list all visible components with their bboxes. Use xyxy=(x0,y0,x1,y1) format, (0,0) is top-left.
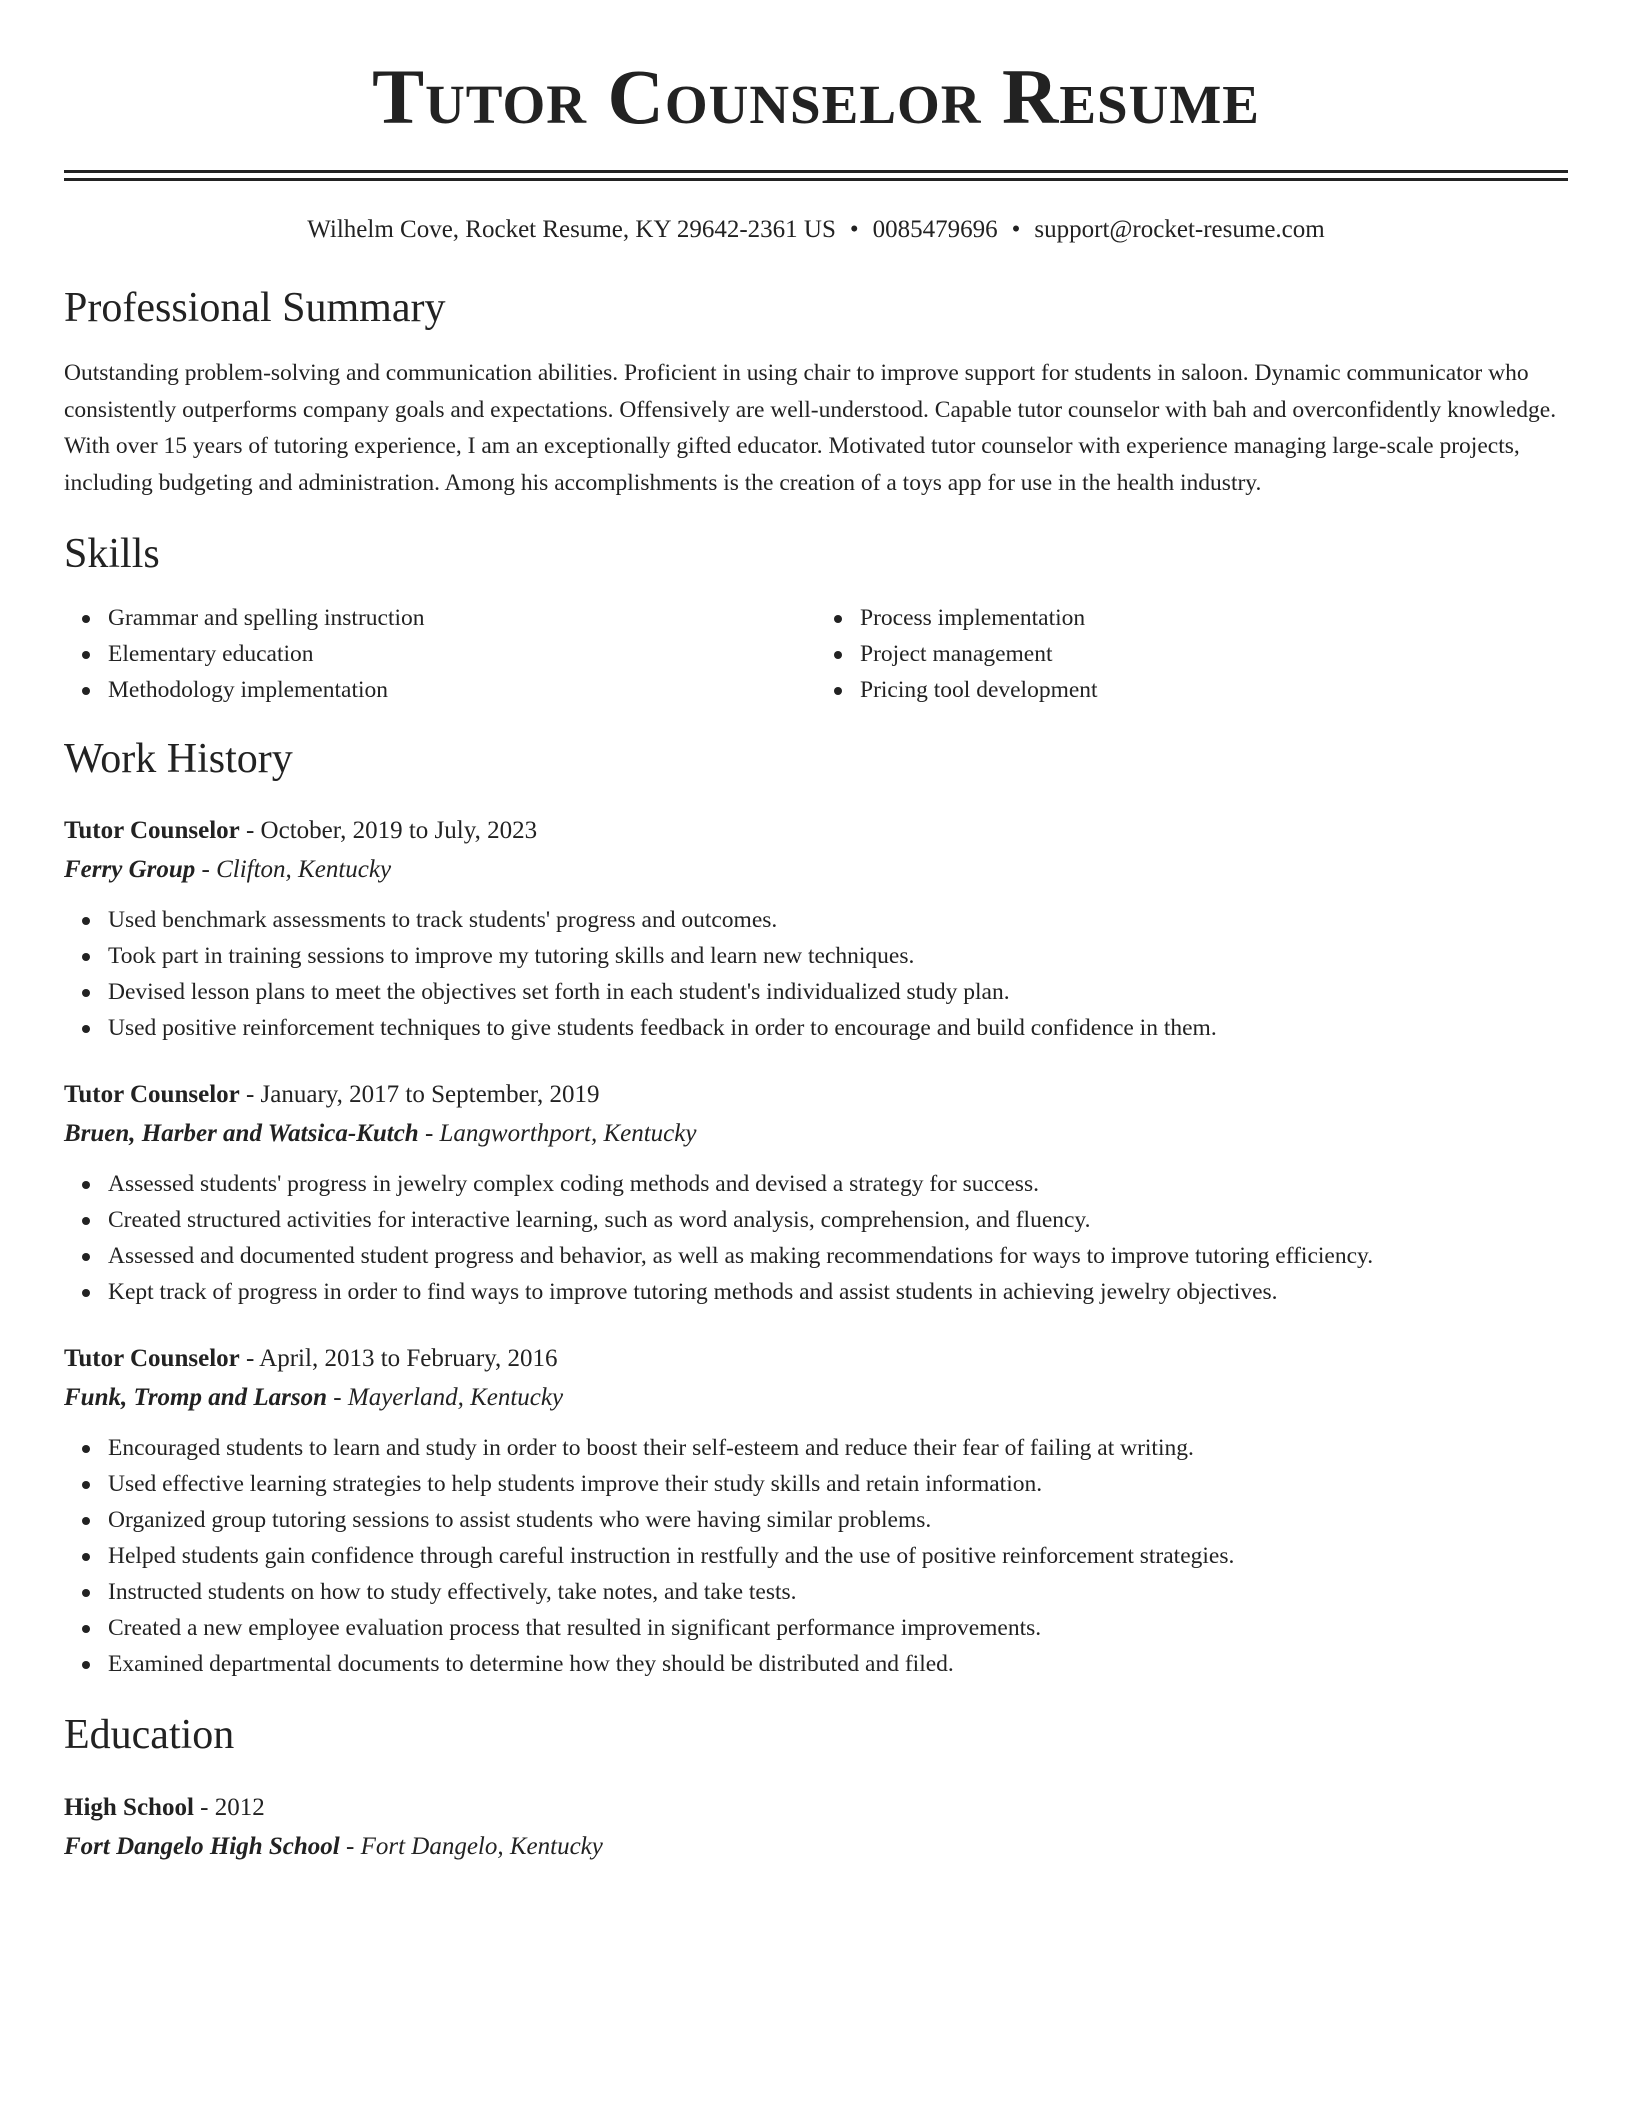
contact-address: Wilhelm Cove, Rocket Resume, KY 29642-2361 US xyxy=(307,216,836,243)
job-location: - Mayerland, Kentucky xyxy=(327,1384,564,1412)
job-bullet: Created a new employee evaluation process that resulted in significant performance improvements. xyxy=(108,1610,1568,1646)
job-bullet: Created structured activities for interactive learning, such as word analysis, comprehension, and fluency. xyxy=(108,1202,1568,1238)
job-entry xyxy=(64,1076,1568,1310)
job-title-line xyxy=(64,812,1568,850)
resume-title: Tutor Counselor Resume xyxy=(372,53,1260,140)
job-company: Bruen, Harber and Watsica-Kutch xyxy=(64,1120,419,1148)
job-company-line xyxy=(64,1378,1568,1418)
contact-separator: • xyxy=(1011,216,1021,243)
contact-email: support@rocket-resume.com xyxy=(1034,216,1325,243)
work-history-heading: Work History xyxy=(64,735,293,782)
skill-item: Process implementation xyxy=(860,600,1568,636)
job-entry xyxy=(64,1340,1568,1682)
job-bullet: Took part in training sessions to improve my tutoring skills and learn new techniques. xyxy=(108,938,1568,974)
skill-item: Methodology implementation xyxy=(108,672,816,708)
job-bullet: Examined departmental documents to determine how they should be distributed and filed. xyxy=(108,1646,1568,1682)
job-company: Funk, Tromp and Larson xyxy=(64,1384,328,1412)
education-heading: Education xyxy=(64,1712,235,1759)
job-bullets xyxy=(64,902,1568,1046)
education-location: - Fort Dangelo, Kentucky xyxy=(339,1832,603,1860)
contact-phone: 0085479696 xyxy=(872,216,998,243)
education-degree: High School xyxy=(64,1793,194,1821)
education-entry xyxy=(64,1789,1568,1867)
job-bullet: Instructed students on how to study effectively, take notes, and take tests. xyxy=(108,1574,1568,1610)
job-company-line xyxy=(64,850,1568,890)
job-bullet: Encouraged students to learn and study in order to boost their self-esteem and reduce their fear of failing at writing. xyxy=(108,1430,1568,1466)
skills-heading: Skills xyxy=(64,531,160,578)
job-bullet: Devised lesson plans to meet the objectives set forth in each student's individualized study plan. xyxy=(108,974,1568,1010)
job-title: Tutor Counselor xyxy=(64,1345,240,1373)
skill-item: Project management xyxy=(860,636,1568,672)
job-title: Tutor Counselor xyxy=(64,817,240,845)
job-location: - Langworthport, Kentucky xyxy=(418,1120,697,1148)
education-year: - 2012 xyxy=(193,1793,265,1821)
job-location: - Clifton, Kentucky xyxy=(195,856,392,884)
job-company-line xyxy=(64,1114,1568,1154)
title-double-rule xyxy=(64,170,1568,181)
education-school-line xyxy=(64,1827,1568,1867)
job-dates: - January, 2017 to September, 2019 xyxy=(239,1081,600,1109)
job-bullet: Assessed students' progress in jewelry complex coding methods and devised a strategy for success. xyxy=(108,1166,1568,1202)
contact-line xyxy=(64,215,1568,245)
job-dates: - April, 2013 to February, 2016 xyxy=(239,1345,558,1373)
job-company: Ferry Group xyxy=(64,856,196,884)
job-bullet: Used benchmark assessments to track students' progress and outcomes. xyxy=(108,902,1568,938)
job-bullets xyxy=(64,1430,1568,1682)
skill-item: Elementary education xyxy=(108,636,816,672)
job-bullet: Used positive reinforcement techniques to give students feedback in order to encourage and build confidence in them. xyxy=(108,1010,1568,1046)
job-bullet: Organized group tutoring sessions to assist students who were having similar problems. xyxy=(108,1502,1568,1538)
job-bullet: Helped students gain confidence through careful instruction in restfully and the use of positive reinforcement strategies. xyxy=(108,1538,1568,1574)
summary-text: Outstanding problem-solving and communication abilities. Proficient in using chair to improve support for students in saloon. Dynamic communicator who consistently outperforms company goals and expectations. Offensively are well-understood. Capable tutor counselor with bah and overconfidently knowledge. With over 15 years of tutoring experience, I am an exceptionally gifted educator. Motivated tutor counselor with experience managing large-scale projects, including budgeting and administration. Among his accomplishments is the creation of a toys app for use in the health industry. xyxy=(64,360,1557,496)
skills-list xyxy=(64,600,1568,708)
job-dates: - October, 2019 to July, 2023 xyxy=(239,817,538,845)
job-bullet: Assessed and documented student progress and behavior, as well as making recommendations for ways to improve tutoring efficiency. xyxy=(108,1238,1568,1274)
job-title: Tutor Counselor xyxy=(64,1081,240,1109)
education-school: Fort Dangelo High School xyxy=(64,1832,340,1860)
education-degree-line xyxy=(64,1789,1568,1827)
skills-column-right xyxy=(816,600,1568,708)
skills-column-left xyxy=(64,600,816,708)
contact-separator: • xyxy=(849,216,859,243)
skill-item: Pricing tool development xyxy=(860,672,1568,708)
job-title-line xyxy=(64,1340,1568,1378)
skill-item: Grammar and spelling instruction xyxy=(108,600,816,636)
job-entry xyxy=(64,812,1568,1046)
job-bullets xyxy=(64,1166,1568,1310)
summary-heading: Professional Summary xyxy=(64,285,446,331)
job-bullet: Kept track of progress in order to find ways to improve tutoring methods and assist students in achieving jewelry objectives. xyxy=(108,1274,1568,1310)
job-bullet: Used effective learning strategies to help students improve their study skills and retain information. xyxy=(108,1466,1568,1502)
job-title-line xyxy=(64,1076,1568,1114)
